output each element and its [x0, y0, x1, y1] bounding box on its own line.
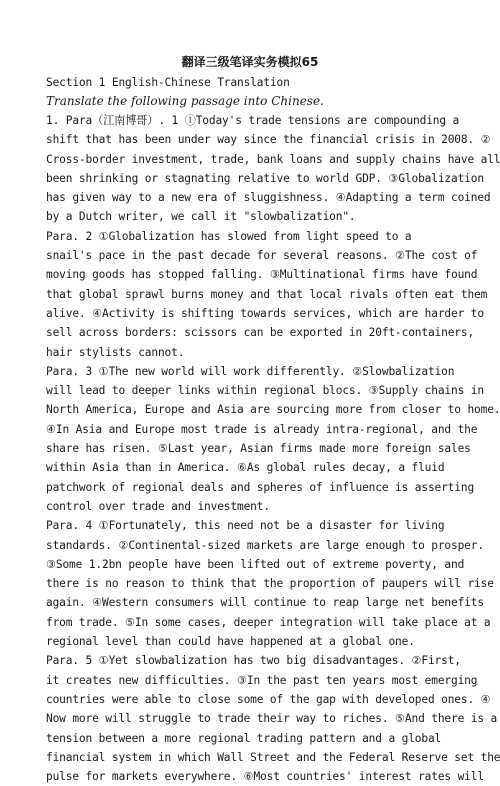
passage-line: standards. ②Continental-sized markets are large enough to prosper. [46, 538, 484, 552]
passage-line: been shrinking or stagnating relative to world GDP. ③Globalization [46, 171, 484, 185]
passage-line: has given way to a new era of sluggishness. ④Adapting a term coined [46, 191, 491, 205]
passage-line: Cross-border investment, trade, bank loans and supply chains have all [46, 152, 500, 166]
passage-line: Now more will struggle to trade their way to riches. ⑤And there is a [46, 712, 498, 726]
instruction-text: Translate the following passage into Chinese. [46, 94, 324, 108]
passage-line: ④In Asia and Europe most trade is already intra-regional, and the [46, 422, 478, 436]
passage-line: it creates new difficulties. ③In the past ten years most emerging [46, 673, 478, 687]
passage-line: countries were able to close some of the gap with developed ones. ④ [46, 692, 491, 706]
passage-line: by a Dutch writer, we call it "slowbalization". [46, 210, 356, 224]
passage-line: Para. 5 ①Yet slowbalization has two big disadvantages. ②First, [46, 654, 461, 668]
passage-line: that global sprawl burns money and that local rivals often eat them [46, 287, 488, 301]
passage-line: within Asia than in America. ⑥As global rules decay, a fluid [46, 461, 445, 475]
passage-line: financial system in which Wall Street and the Federal Reserve set the [46, 750, 500, 764]
section-heading: Section 1 English-Chinese Translation [46, 76, 290, 89]
passage-line: from trade. ⑤In some cases, deeper integration will take place at a [46, 615, 491, 629]
passage-line: moving goods has stopped falling. ③Multinational firms have found [46, 268, 478, 282]
passage-line: tension between a more regional trading pattern and a global [46, 731, 442, 745]
passage-line: shift that has been under way since the financial crisis in 2008. ② [46, 133, 491, 147]
passage-line: share has risen. ⑤Last year, Asian firms made more foreign sales [46, 442, 471, 456]
passage-line: there is no reason to think that the proportion of paupers will rise [46, 577, 494, 591]
passage-body [46, 111, 500, 786]
passage-line: ③Some 1.2bn people have been lifted out of extreme poverty, and [46, 557, 465, 571]
passage-line: hair stylists cannot. [46, 345, 185, 359]
passage-line: control over trade and investment. [46, 499, 270, 513]
passage-line: alive. ④Activity is shifting towards services, which are harder to [46, 306, 484, 320]
passage-line: pulse for markets everywhere. ⑥Most countries' interest rates will [46, 770, 484, 784]
passage-line: patchwork of regional deals and spheres of influence is asserting [46, 480, 475, 494]
passage-line: North America, Europe and Asia are sourcing more from closer to home. [46, 403, 500, 417]
passage-line: Para. 2 ①Globalization has slowed from light speed to a [46, 229, 412, 243]
document-title: 翻译三级笔译实务模拟65 [181, 55, 319, 69]
passage-line: Para. 4 ①Fortunately, this need not be a disaster for living [46, 519, 445, 533]
passage-line: again. ④Western consumers will continue to reap large net benefits [46, 596, 484, 610]
passage-line: regional level than could have happened at a global one. [46, 635, 415, 649]
passage-line: 1. Para（江南博哥）. 1 ①Today's trade tensions are compounding a [46, 114, 460, 127]
passage-line: sell across borders: scissors can be exported in 20ft-containers, [46, 326, 475, 340]
passage-line: snail's pace in the past decade for several reasons. ②The cost of [46, 249, 478, 263]
passage-line: Para. 3 ①The new world will work differently. ②Slowbalization [46, 364, 455, 378]
passage-line: will lead to deeper links within regional blocs. ③Supply chains in [46, 384, 484, 398]
